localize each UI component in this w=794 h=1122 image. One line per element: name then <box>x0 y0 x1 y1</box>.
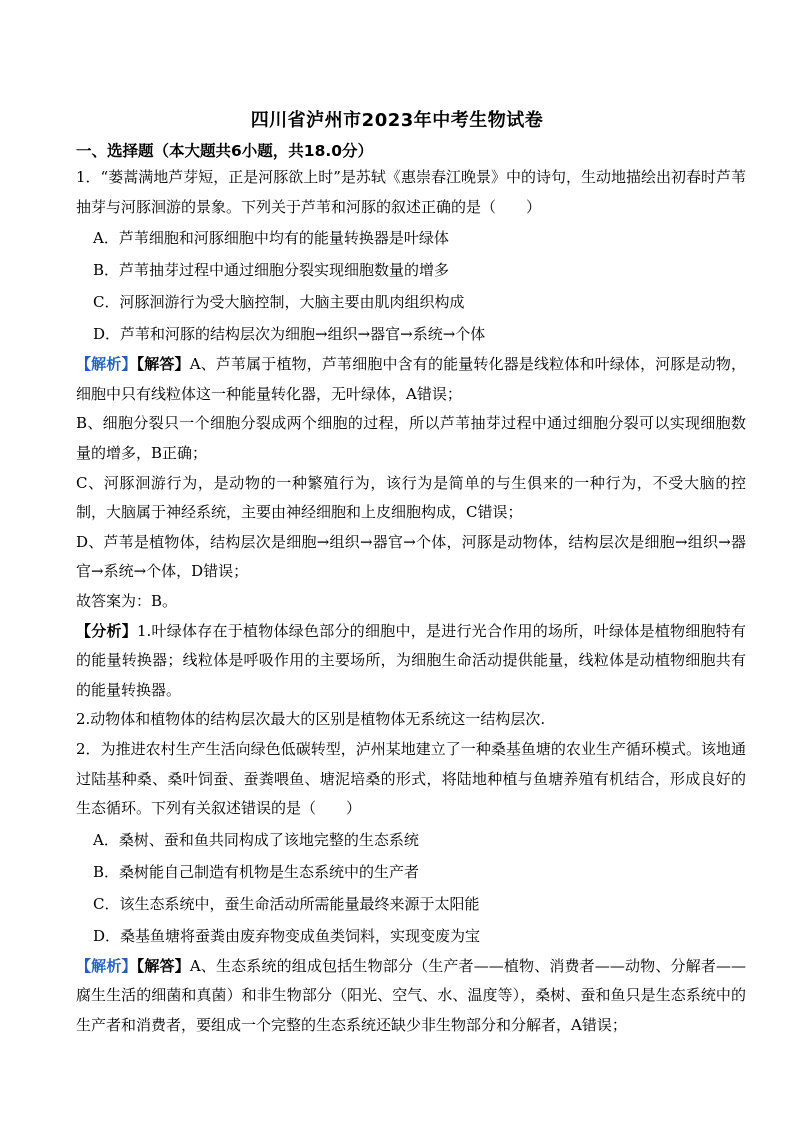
question-1-option-a: A．芦苇细胞和河豚细胞中均有的能量转换器是叶绿体 <box>93 229 449 248</box>
explanation-text: A、生态系统的组成包括生物部分（生产者——植物、消费者——动物、分解者——腐生生活的细菌和真菌）和非生物部分（阳光、空气、水、温度等），桑树、蚕和鱼只是生态系统中的生产者和消费者，要组成一个完整的生态系统还缺少非生物部分和分解者，A错误； <box>76 956 746 1034</box>
jiexi-tag: 【解析】 <box>76 355 137 374</box>
questions-body <box>76 163 746 1040</box>
question-2-option-b: B．桑树能自己制造有机物是生态系统中的生产者 <box>93 862 420 881</box>
question-1-explanation-a <box>76 350 746 409</box>
question-2-option-d: D．桑基鱼塘将蚕粪由废弃物变成鱼类饲料，实现变废为宝 <box>93 926 481 945</box>
question-1-option-d: D．芦苇和河豚的结构层次为细胞→组织→器官→系统→个体 <box>93 325 486 344</box>
question-2-stem: 2．为推进农村生产生活向绿色低碳转型，泸州某地建立了一种桑基鱼塘的农业生产循环模式。该地通过陆基种桑、桑叶饲蚕、蚕粪喂鱼、塘泥培桑的形式，将陆地种植与鱼塘养殖有机结合，形成良好的生态循环。下列有关叙述错误的是（ ） <box>76 739 746 818</box>
question-1-analysis-2: 2.动物体和植物体的结构层次最大的区别是植物体无系统这一结构层次. <box>76 710 546 729</box>
answer-tag: 【解答】 <box>136 355 190 374</box>
question-1-option-b: B．芦苇抽芽过程中通过细胞分裂实现细胞数量的增多 <box>93 261 450 280</box>
question-1-explanation-b: B、细胞分裂只一个细胞分裂成两个细胞的过程，所以芦苇抽芽过程中通过细胞分裂可以实现细胞数量的增多，B正确； <box>76 414 746 462</box>
explanation-text: A、芦苇属于植物，芦苇细胞中含有的能量转化器是线粒体和叶绿体，河豚是动物，细胞中只有线粒体这一种能量转化器，无叶绿体，A错误； <box>76 355 746 403</box>
question-2-explanation-a <box>76 952 746 1041</box>
fenxi-tag: 【分析】 <box>76 621 137 640</box>
question-2-option-c: C．该生态系统中，蚕生命活动所需能量最终来源于太阳能 <box>93 894 480 913</box>
page-title: 四川省泸州市2023年中考生物试卷 <box>250 110 544 131</box>
analysis-text: 1.叶绿体存在于植物体绿色部分的细胞中，是进行光合作用的场所，叶绿体是植物细胞特有的能量转换器；线粒体是呼吸作用的主要场所，为细胞生命活动提供能量，线粒体是动植物细胞共有的能量转换器。 <box>76 621 746 699</box>
jiexi-tag: 【解析】 <box>76 956 137 975</box>
question-1-answer: 故答案为：B。 <box>76 591 178 610</box>
question-1-stem: 1．“蒌蒿满地芦芽短，正是河豚欲上时”是苏轼《惠崇春江晚景》中的诗句，生动地描绘出初春时芦苇抽芽与河豚洄游的景象。下列关于芦苇和河豚的叙述正确的是（ ） <box>76 168 746 216</box>
question-1-analysis <box>76 617 746 706</box>
question-2-option-a: A．桑树、蚕和鱼共同构成了该地完整的生态系统 <box>93 830 419 849</box>
question-1-explanation-c: C、河豚洄游行为，是动物的一种繁殖行为，该行为是简单的与生俱来的一种行为，不受大脑的控制，大脑属于神经系统，主要由神经细胞和上皮细胞构成，C错误； <box>76 473 746 522</box>
question-1-explanation-d: D、芦苇是植物体，结构层次是细胞→组织→器官→个体，河豚是动物体，结构层次是细胞→组织→器官→系统→个体，D错误； <box>76 532 746 581</box>
question-1-option-c: C．河豚洄游行为受大脑控制，大脑主要由肌肉组织构成 <box>93 293 465 312</box>
section-heading: 一、选择题（本大题共6小题，共18.0分） <box>76 142 374 160</box>
answer-tag: 【解答】 <box>136 956 190 975</box>
